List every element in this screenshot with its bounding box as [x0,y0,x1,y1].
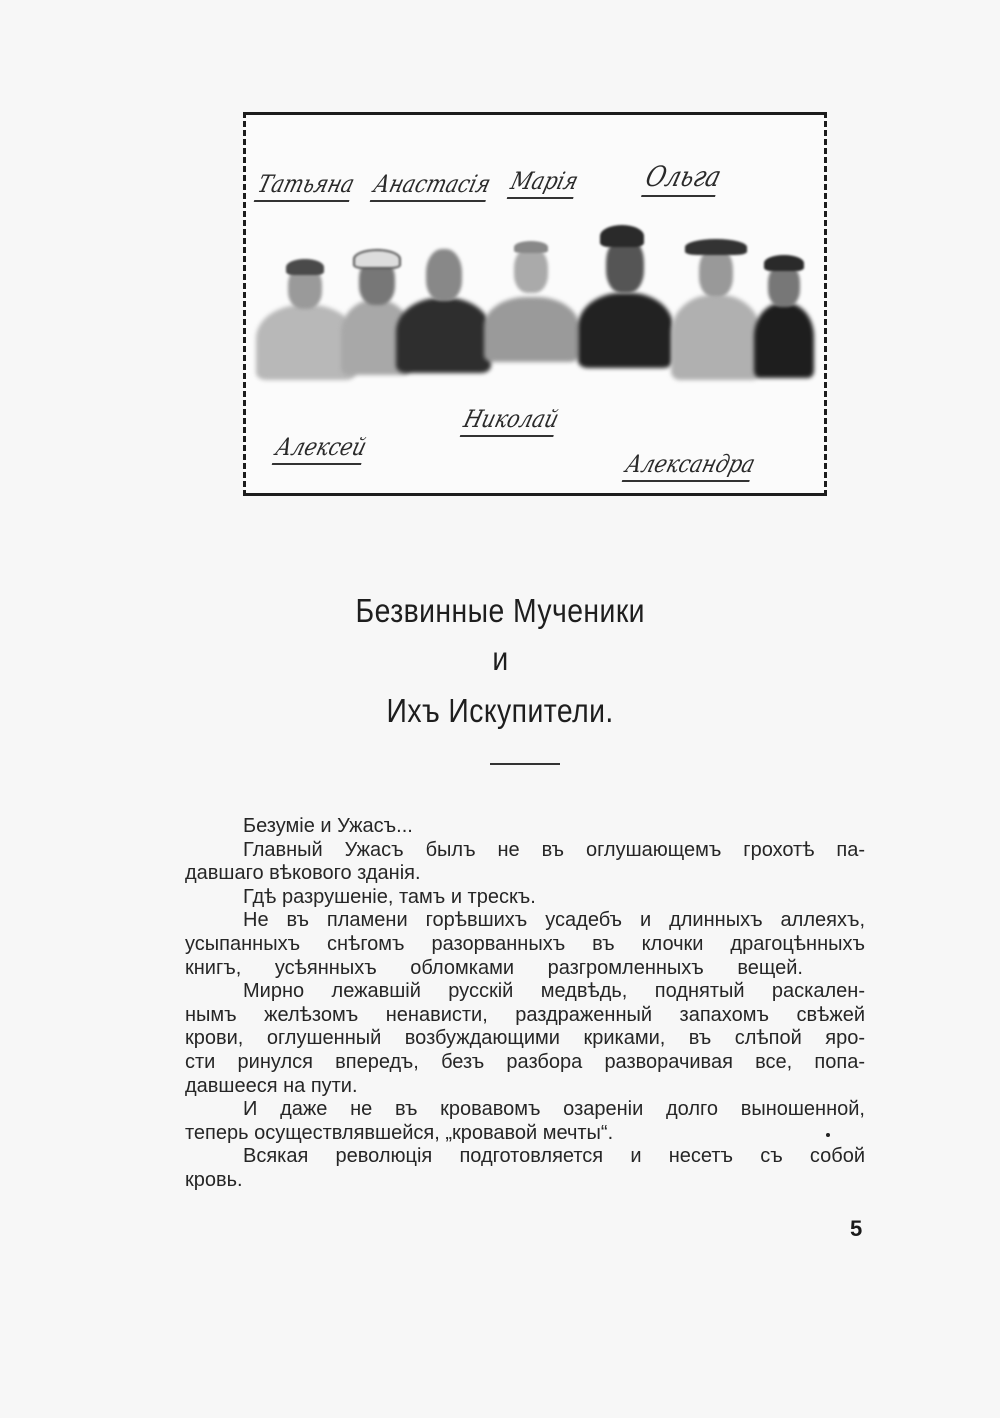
text-line: И даже не въ кровавомъ озареніи долго выношенной, [243,1098,865,1121]
text-line: Мирно лежавшій русскій медвѣдь, поднятый раскален- [243,980,865,1003]
family-photo [243,112,827,496]
text-line: Главный Ужасъ былъ не въ оглушающемъ грохотѣ па- [243,838,865,861]
chapter-subtitle: Ихъ Искупители. [386,692,614,729]
signature-maria: Марія [507,167,582,199]
signature-alexandra: Александра [622,450,758,482]
text-line: Не въ пламени горѣвшихъ усадебъ и длинныхъ аллеяхъ, [243,909,865,932]
title-divider [490,763,560,765]
stray-dot [826,1133,830,1137]
signature-anastasia: Анастасія [370,170,494,202]
text-line: крови, оглушенный возбуждающими криками, въ слѣпой яро- [185,1027,865,1050]
text-line: усыпанныхъ снѣгомъ разорванныхъ въ клочки драгоцѣнныхъ [185,932,865,955]
signature-olga: Ольга [641,160,725,197]
signature-alexei: Алексей [272,433,370,465]
text-line: нымъ желѣзомъ ненависти, раздраженный запахомъ свѣжей [185,1003,865,1026]
text-line: сти ринулся впередъ, безъ разбора разворачивая все, попа- [185,1050,865,1073]
signature-nikolai: Николай [460,405,562,437]
body-text [185,815,865,1193]
text-line: кровь. [185,1168,243,1191]
text-line: теперь осуществлявшейся, „кровавой мечты“. [185,1121,614,1144]
chapter-title-conjunction: и [491,640,509,677]
text-line: Всякая революція подготовляется и несетъ съ собой [243,1145,865,1168]
page-number: 5 [850,1216,863,1241]
chapter-title: Безвинные Мученики [355,592,645,629]
text-line: Гдѣ разрушеніе, тамъ и трескъ. [243,885,536,908]
text-line: давшееся на пути. [185,1074,358,1097]
text-line: давшаго вѣкового зданія. [185,862,421,885]
text-line: книгъ, усѣянныхъ обломками разгромленныхъ вещей. [185,956,803,979]
text-line: Безуміе и Ужасъ... [243,815,413,837]
signature-tatiana: Татьяна [254,170,358,202]
